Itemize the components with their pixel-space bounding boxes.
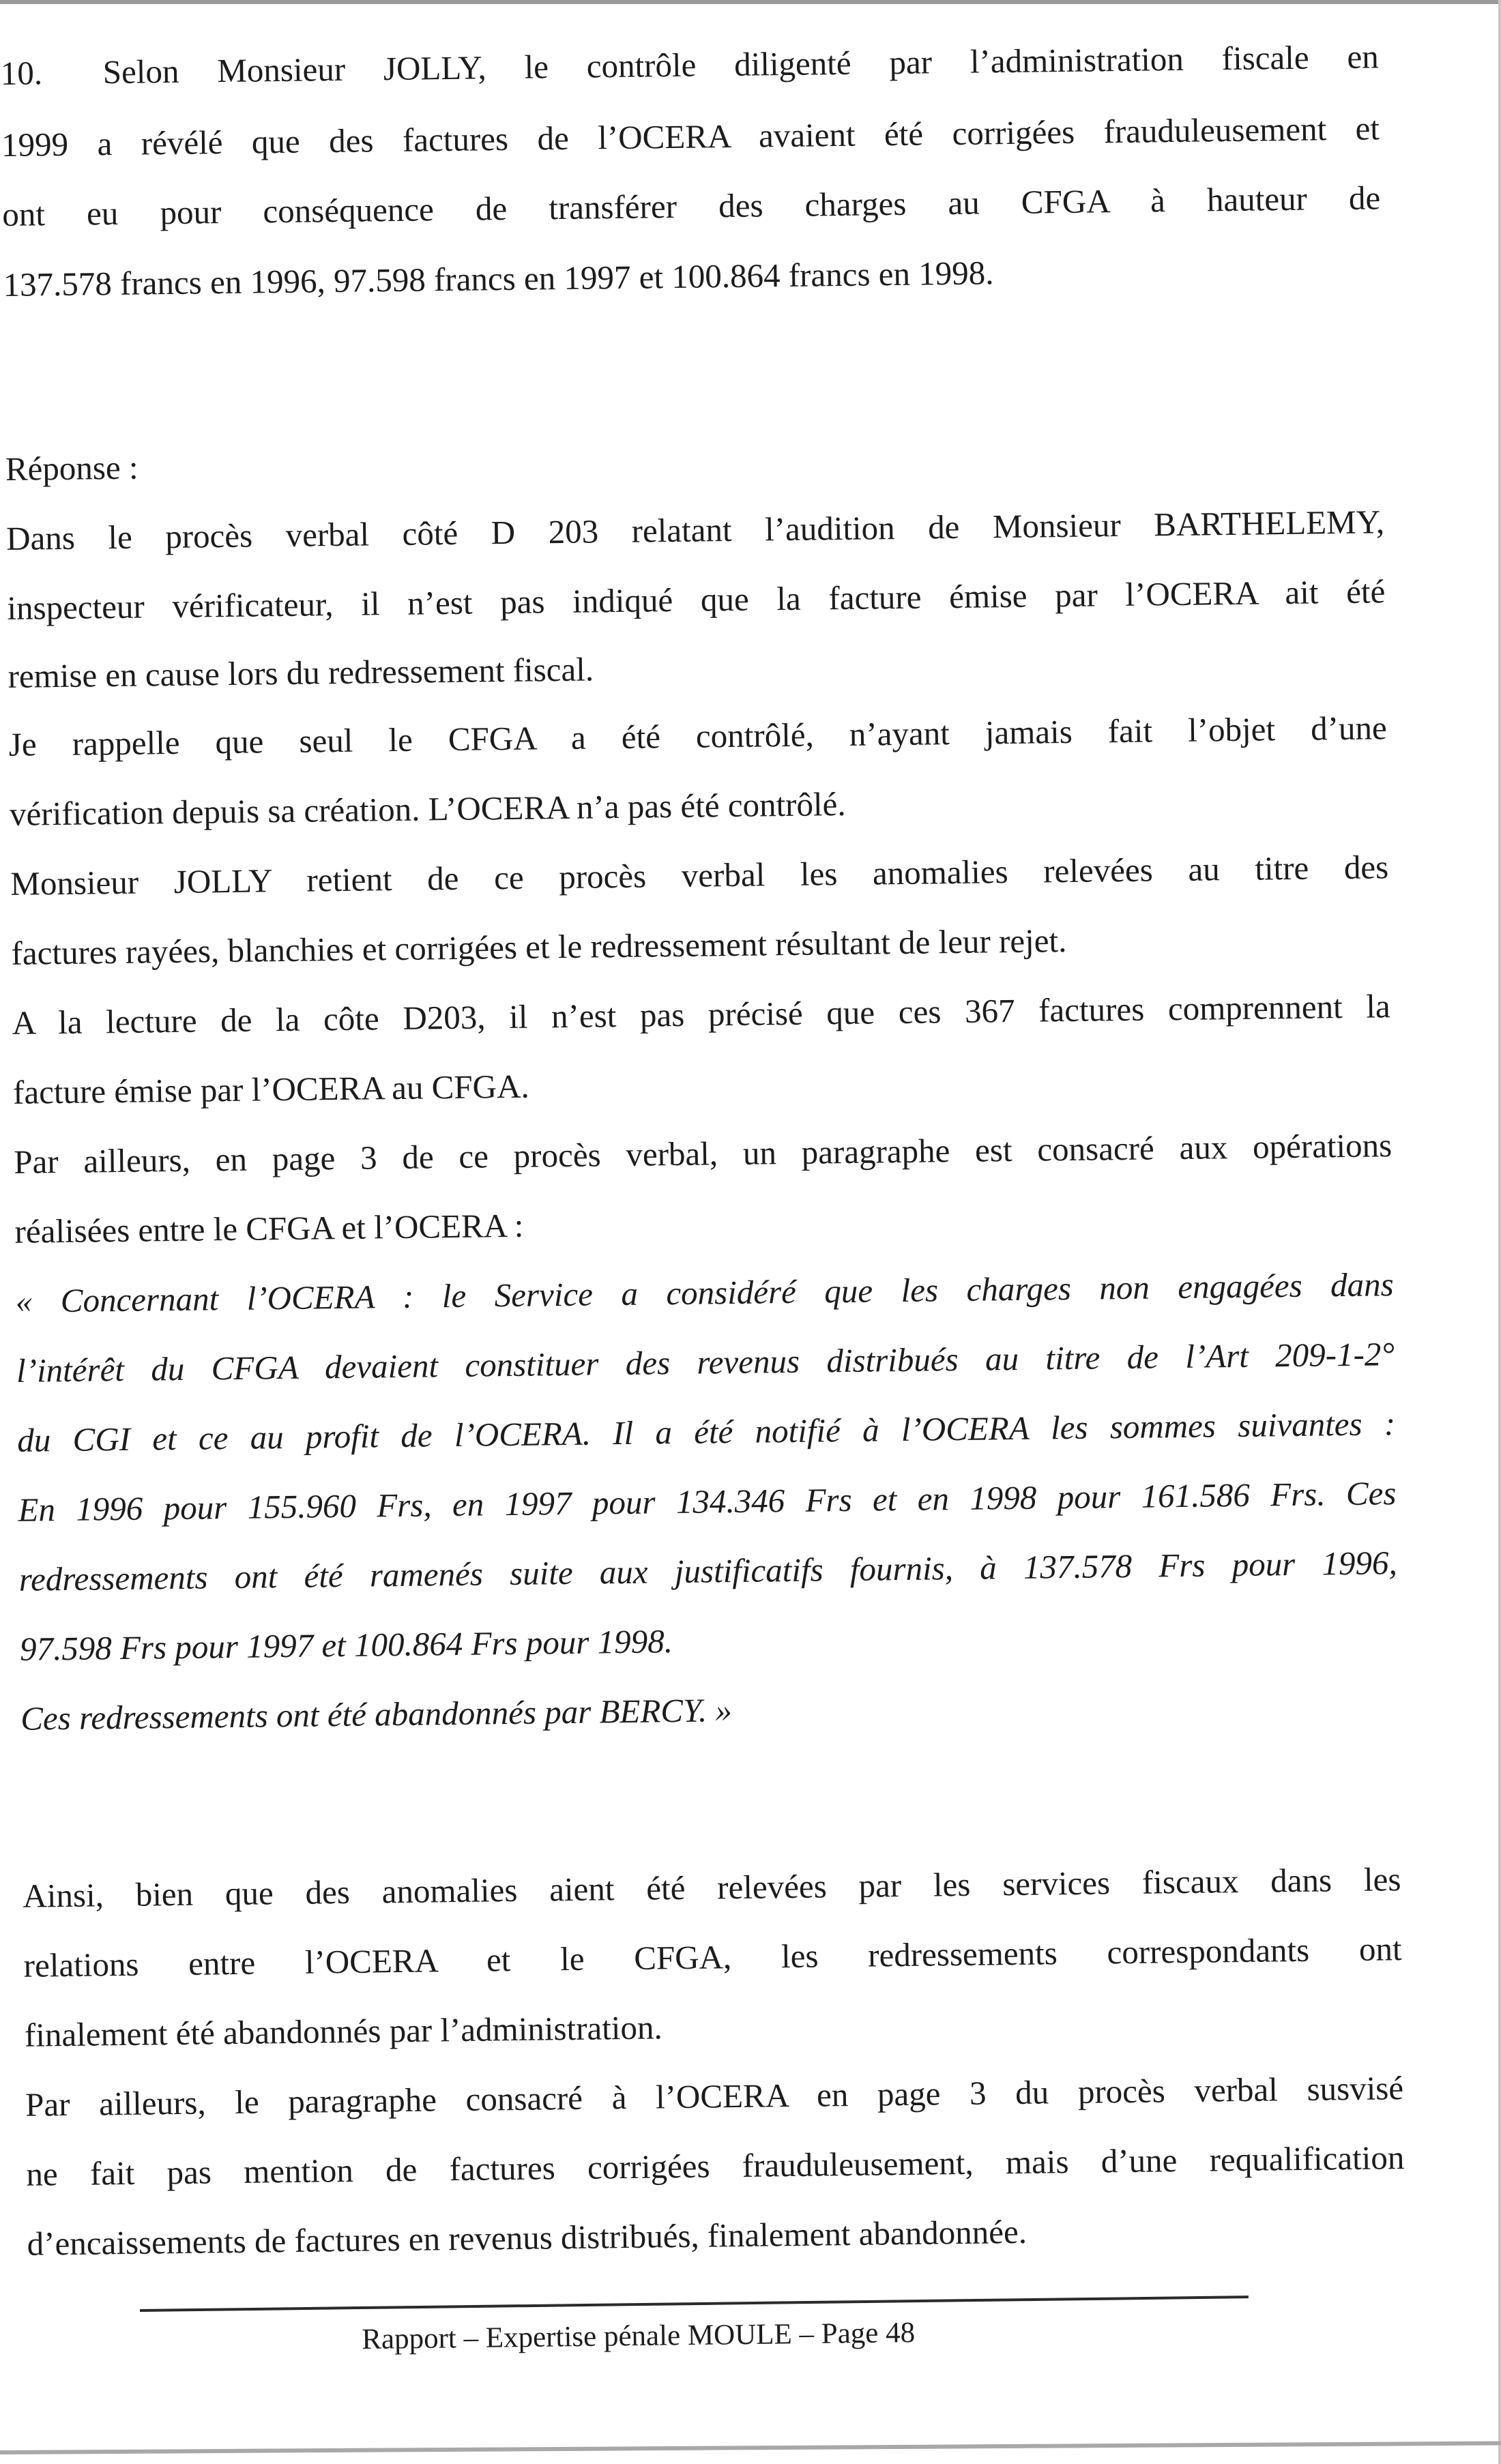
quote-line: 97.598 Frs pour 1997 et 100.864 Frs pour 1998. [19,1622,673,1668]
quote-line: redressements ont été ramenés suite aux justificatifs fournis, à 137.578 Frs pour 1996, [18,1544,1397,1598]
item-line: Selon Monsieur JOLLY, le contrôle diligenté par l’administration fiscale en [102,38,1380,91]
response-line: Je rappelle que seul le CFGA a été contrôlé, n’ayant jamais fait l’objet d’une [8,709,1388,763]
response-line: inspecteur vérificateur, il n’est pas indiqué que la facture émise par l’OCERA ait été [7,572,1386,627]
scan-edge-right [1498,0,1501,2464]
conclusion-line: ne fait pas mention de factures corrigées frauduleusement, mais d’une requalification [26,2139,1405,2193]
response-line: remise en cause lors du redressement fiscal. [8,650,594,695]
item-number: 10. [0,54,43,92]
response-heading: Réponse : [5,448,139,488]
item-line: 137.578 francs en 1996, 97.598 francs en 1997 et 100.864 francs en 1998. [3,254,994,304]
scan-edge-top [0,0,1501,4]
conclusion-line: relations entre l’OCERA et le CFGA, les redressements correspondants ont [23,1930,1402,1984]
response-line: réalisées entre le CFGA et l’OCERA : [14,1206,524,1250]
conclusion-line: Ainsi, bien que des anomalies aient été relevées par les services fiscaux dans les [23,1860,1401,1915]
response-line: facture émise par l’OCERA au CFGA. [12,1067,529,1111]
document-page [0,10,1405,2263]
quote-line: « Concernant l’OCERA : le Service a considéré que les charges non engagées dans [15,1265,1395,1320]
quote-line: l’intérêt du CFGA devaient constituer des revenus distribués au titre de l’Art 209-1-2° [16,1335,1395,1390]
item-line: 1999 a révélé que des factures de l’OCERA avaient été corrigées frauduleusement et [1,109,1380,164]
response-line: vérification depuis sa création. L’OCERA n’a pas été contrôlé. [9,784,846,833]
response-line: Par ailleurs, en page 3 de ce procès verbal, un paragraphe est consacré aux opérations [13,1126,1393,1181]
item-line: ont eu pour conséquence de transférer des charges au CFGA à hauteur de [2,179,1381,233]
quote-line: En 1996 pour 155.960 Frs, en 1997 pour 134.346 Frs et en 1998 pour 161.586 Frs. Ces [18,1474,1397,1529]
response-line: A la lecture de la côte D203, il n’est pas précisé que ces 367 factures comprennent la [12,987,1391,1042]
response-line: Monsieur JOLLY retient de ce procès verbal les anomalies relevées au titre des [10,848,1389,903]
conclusion-line: d’encaissements de factures en revenus distribués, finalement abandonnée. [27,2212,1028,2263]
footer-rule [140,2296,1249,2312]
quote-line: du CGI et ce au profit de l’OCERA. Il a été notifié à l’OCERA les sommes suivantes : [16,1405,1396,1459]
response-line: factures rayées, blanchies et corrigées et le redressement résultant de leur rejet. [11,922,1067,972]
page-footer: Rapport – Expertise pénale MOULE – Page 48 [362,2317,916,2356]
scan-edge-bottom [0,2441,1501,2454]
quote-line: Ces redressements ont été abandonnés par BERCY. » [20,1691,733,1737]
conclusion-line: Par ailleurs, le paragraphe consacré à l’OCERA en page 3 du procès verbal susvisé [25,2069,1404,2124]
conclusion-line: finalement été abandonnés par l’administration. [24,2008,662,2054]
response-line: Dans le procès verbal côté D 203 relatant l’audition de Monsieur BARTHELEMY, [5,503,1385,557]
